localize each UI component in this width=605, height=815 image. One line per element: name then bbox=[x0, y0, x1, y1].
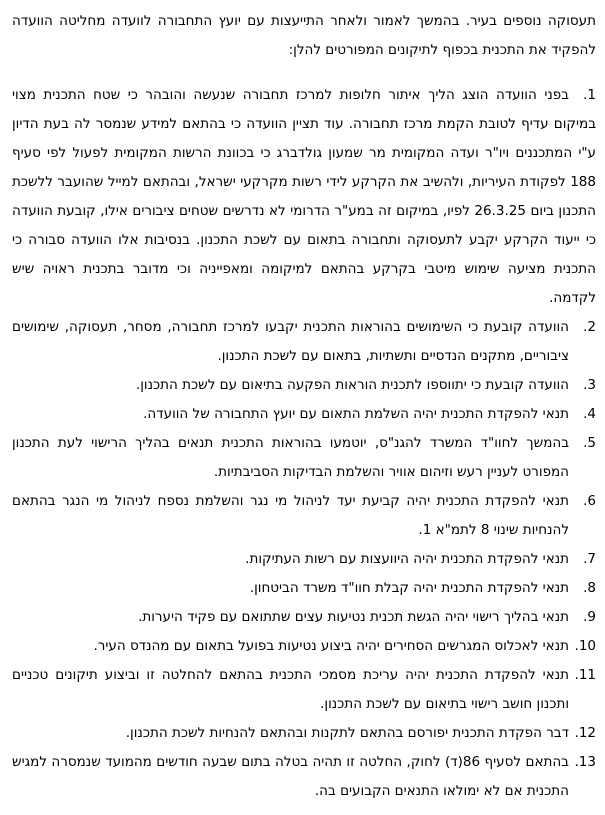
list-item-5 bbox=[12, 429, 596, 487]
list-item-number: 8. bbox=[583, 580, 596, 596]
list-item-number: 9. bbox=[583, 609, 596, 625]
list-item-text: בפני הוועדה הוצג הליך איתור חלופות למרכז תחבורה שנעשה והובהר כי שטח התכנית מצוי במיקום עדיף לטובת הקמת מרכז תחבורה. עוד תציין הוועדה כי בהתאם למידע שנמסר לה בעת הדיון ע"י המתכננים ויו"ר ועדה המקומית מר שמעון גולדברג כי בכוונת הרשות המקומית לפעול לפי סעיף 188 לפקודת העיריות, ולהשיב את הקרקע לידי רשות מקרקעי ישראל, ובהתאם למייל שהועבר ללשכת התכנון ביום 26.3.25 לפיו, במיקום זה במע"ר הדרומי לא נדרשים שטחים ציבורים אילו, קובעת הוועדה כי ייעוד הקרקע יקבע לתעסוקה ותחבורה בתאום עם לשכת התכנון. בנסיבות אלו הוועדה סבורה כי התכנית מציעה שימוש מיטבי בקרקע בהתאם למיקומה ומאפייניה וכי מדובר בתכנית ראויה שיש לקדמה. bbox=[12, 87, 596, 306]
list-item-text: בהתאם לסעיף 86(ד) לחוק, החלטה זו תהיה בטלה בתום שבעה חודשים מהמועד שנמסרה למגיש התכנית אם לא ימולאו התנאים הקבועים בה. bbox=[12, 754, 569, 799]
list-item-7 bbox=[12, 545, 596, 574]
list-item-6 bbox=[12, 487, 596, 545]
list-item-11 bbox=[12, 661, 596, 719]
list-item-text: הוועדה קובעת כי השימושים בהוראות התכנית יקבעו למרכז תחבורה, מסחר, תעסוקה, שימושים ציבוריים, מתקנים הנדסיים ותשתיות, בתאום עם לשכת התכנון. bbox=[12, 319, 569, 364]
intro-paragraph: תעסוקה נוספים בעיר. בהמשך לאמור ולאחר התייעצות עם יועץ התחבורה לוועדה מחליטה הוועדה להפקיד את התכנית בכפוף לתיקונים המפורטים להלן: bbox=[12, 13, 596, 58]
list-item-text: דבר הפקדת התכנית יפורסם בהתאם לתקנות ובהתאם להנחיות לשכת התכנון. bbox=[125, 725, 569, 741]
list-item-3 bbox=[12, 371, 596, 400]
list-item-text: הוועדה קובעת כי יתווספו לתכנית הוראות הפקעה בתיאום עם לשכת התכנון. bbox=[135, 377, 569, 393]
list-item-number: 5. bbox=[583, 435, 596, 451]
list-item-4 bbox=[12, 400, 596, 429]
decision-list bbox=[12, 81, 596, 806]
list-item-9 bbox=[12, 603, 596, 632]
list-item-number: 11. bbox=[574, 667, 596, 683]
list-item-13 bbox=[12, 748, 596, 806]
list-item-text: תנאי לאכלוס המגרשים הסחירים יהיה ביצוע נטיעות בפועל בתאום עם מהנדס העיר. bbox=[93, 638, 569, 654]
list-item-8 bbox=[12, 574, 596, 603]
list-item-number: 6. bbox=[583, 493, 596, 509]
list-item-text: תנאי בהליך רישוי יהיה הגשת תכנית נטיעות עצים שתתואם עם פקיד היערות. bbox=[138, 609, 569, 625]
list-item-number: 12. bbox=[574, 725, 596, 741]
list-item-number: 13. bbox=[574, 754, 596, 770]
list-item-2 bbox=[12, 313, 596, 371]
list-item-number: 3. bbox=[583, 377, 596, 393]
list-item-number: 7. bbox=[583, 551, 596, 567]
list-item-number: 10. bbox=[574, 638, 596, 654]
list-item-text: תנאי להפקדת התכנית יהיה קביעת יעד לניהול מי נגר והשלמת נספח לניהול מי הנגר בהתאם להנחיות שינוי 8 לתמ"א 1. bbox=[12, 493, 569, 538]
list-item-text: תנאי להפקדת התכנית יהיה עריכת מסמכי התכנית בהתאם להחלטה זו וביצוע תיקונים טכניים ותכנון חושב רישוי בתיאום עם לשכת התכנון. bbox=[12, 667, 569, 712]
list-item-number: 4. bbox=[583, 406, 596, 422]
list-item-10 bbox=[12, 632, 596, 661]
list-item-number: 1. bbox=[583, 87, 596, 103]
list-item-text: תנאי להפקדת התכנית יהיה השלמת התאום עם יועץ התחבורה של הוועדה. bbox=[143, 406, 569, 422]
list-item-text: תנאי להפקדת התכנית יהיה היוועצות עם רשות העתיקות. bbox=[245, 551, 569, 567]
list-item-text: תנאי להפקדת התכנית יהיה קבלת חוו"ד משרד הביטחון. bbox=[249, 580, 569, 596]
list-item-12 bbox=[12, 719, 596, 748]
list-item-text: בהמשך לחוו"ד המשרד להגנ"ס, יוטמעו בהוראות התכנית תנאים בהליך הרישוי לעת התכנון המפורט לעניין רעש וזיהום אוויר והשלמת הבדיקות הסביבתיות. bbox=[12, 435, 569, 480]
list-item-1 bbox=[12, 81, 596, 313]
list-item-number: 2. bbox=[583, 319, 596, 335]
